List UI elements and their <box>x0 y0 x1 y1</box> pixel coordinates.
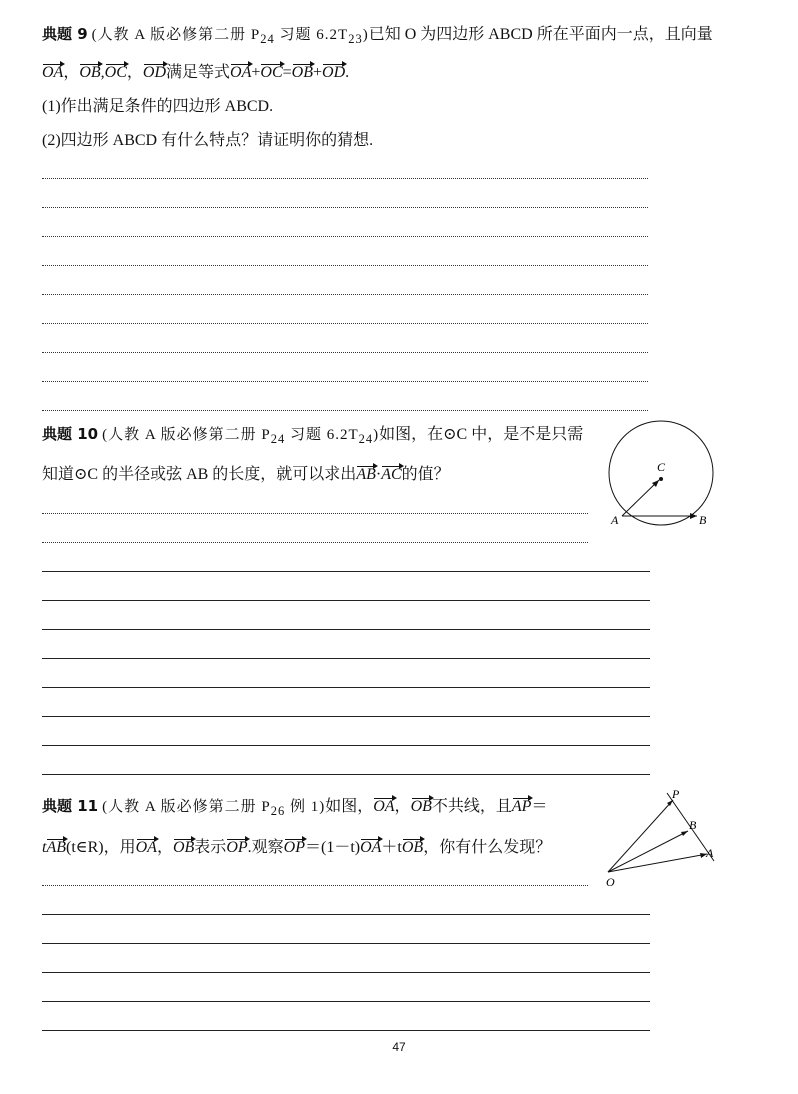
label-p: P <box>672 787 680 801</box>
problem-9-label: 典题 9 <box>42 25 88 43</box>
label-c: C <box>657 460 666 474</box>
problem-10-line-2: 知道⊙C 的半径或弦 AB 的长度，就可以求出AB·AC的值？ <box>42 466 450 483</box>
answer-line[interactable] <box>42 716 650 717</box>
answer-line[interactable] <box>42 629 650 630</box>
vector-oc: OC <box>104 64 127 81</box>
answer-line[interactable] <box>42 600 650 601</box>
problem-11-line-2: tAB(t∈R)，用OA，OB表示OP.观察OP＝(1－t)OA＋tOB，你有什么发现？ <box>42 839 552 856</box>
center-c-point <box>659 477 663 481</box>
answer-line[interactable] <box>42 207 648 208</box>
label-a: A <box>706 846 714 860</box>
vector-op-arrow <box>608 800 673 872</box>
vector-figure <box>600 785 730 890</box>
answer-line[interactable] <box>42 774 650 775</box>
problem-10-source: (人教 A 版必修第二册 $P_{24}$ 习题 $6.2T_{24}$) <box>102 427 380 446</box>
vector-ob: OB <box>79 64 101 81</box>
answer-line[interactable] <box>42 1030 650 1031</box>
label-b: B <box>699 513 707 527</box>
problem-9-question-2: (2)四边形 ABCD 有什么特点？请证明你的猜想. <box>42 132 374 149</box>
circle-figure <box>600 420 725 535</box>
vector-ob-arrow <box>608 831 688 872</box>
vector-ab: AB <box>356 466 376 483</box>
answer-line[interactable] <box>42 571 650 572</box>
answer-line[interactable] <box>42 914 650 915</box>
problem-11-label: 典题 11 <box>42 797 99 815</box>
problem-9-question-1: (1)作出满足条件的四边形 ABCD. <box>42 98 274 115</box>
answer-line[interactable] <box>42 236 648 237</box>
answer-line[interactable] <box>42 352 648 353</box>
problem-9-source: (人教 A 版必修第二册 $P_{24}$ 习题 $6.2T_{23}$) <box>91 27 369 46</box>
vector-oa-arrow <box>608 854 707 872</box>
answer-line[interactable] <box>42 381 648 382</box>
vector-od: OD <box>142 64 167 81</box>
answer-line[interactable] <box>42 972 650 973</box>
label-o: O <box>606 875 615 889</box>
answer-line[interactable] <box>42 410 648 411</box>
answer-line[interactable] <box>42 294 648 295</box>
answer-line[interactable] <box>42 687 650 688</box>
answer-line[interactable] <box>42 885 588 886</box>
answer-line[interactable] <box>42 323 648 324</box>
answer-line[interactable] <box>42 745 650 746</box>
problem-11-source: (人教 A 版必修第二册 $P_{26}$ 例 1) <box>102 799 326 818</box>
problem-11-line-1: 典题 11 (人教 A 版必修第二册 $P_{26}$ 例 1)如图，OA，OB不共线，且AP＝ <box>42 797 548 818</box>
answer-line[interactable] <box>42 943 650 944</box>
vector-ac-arrow <box>622 480 659 516</box>
problem-10-stem: 如图，在⊙C 中，是不是只需 <box>379 426 584 443</box>
label-a: A <box>611 513 619 527</box>
answer-line[interactable] <box>42 1001 650 1002</box>
vector-oa: OA <box>42 64 64 81</box>
vector-op: OP <box>226 839 248 856</box>
problem-10-label: 典题 10 <box>42 425 99 443</box>
problem-9-line-2: OA，OB,OC，OD满足等式OA+OC=OB+OD. <box>42 64 350 81</box>
answer-line[interactable] <box>42 513 588 514</box>
label-b: B <box>689 818 697 832</box>
answer-line[interactable] <box>42 265 648 266</box>
answer-line[interactable] <box>42 658 650 659</box>
answer-line[interactable] <box>42 178 648 179</box>
vector-ap: AP <box>511 798 532 815</box>
vector-ac: AC <box>381 466 402 483</box>
problem-10-line-1 <box>42 424 583 449</box>
problem-9-line-1 <box>42 24 713 49</box>
answer-line[interactable] <box>42 542 588 543</box>
problem-9-stem: 已知 O 为四边形 ABCD 所在平面内一点，且向量 <box>368 26 713 43</box>
page-number: 47 <box>392 1040 406 1054</box>
